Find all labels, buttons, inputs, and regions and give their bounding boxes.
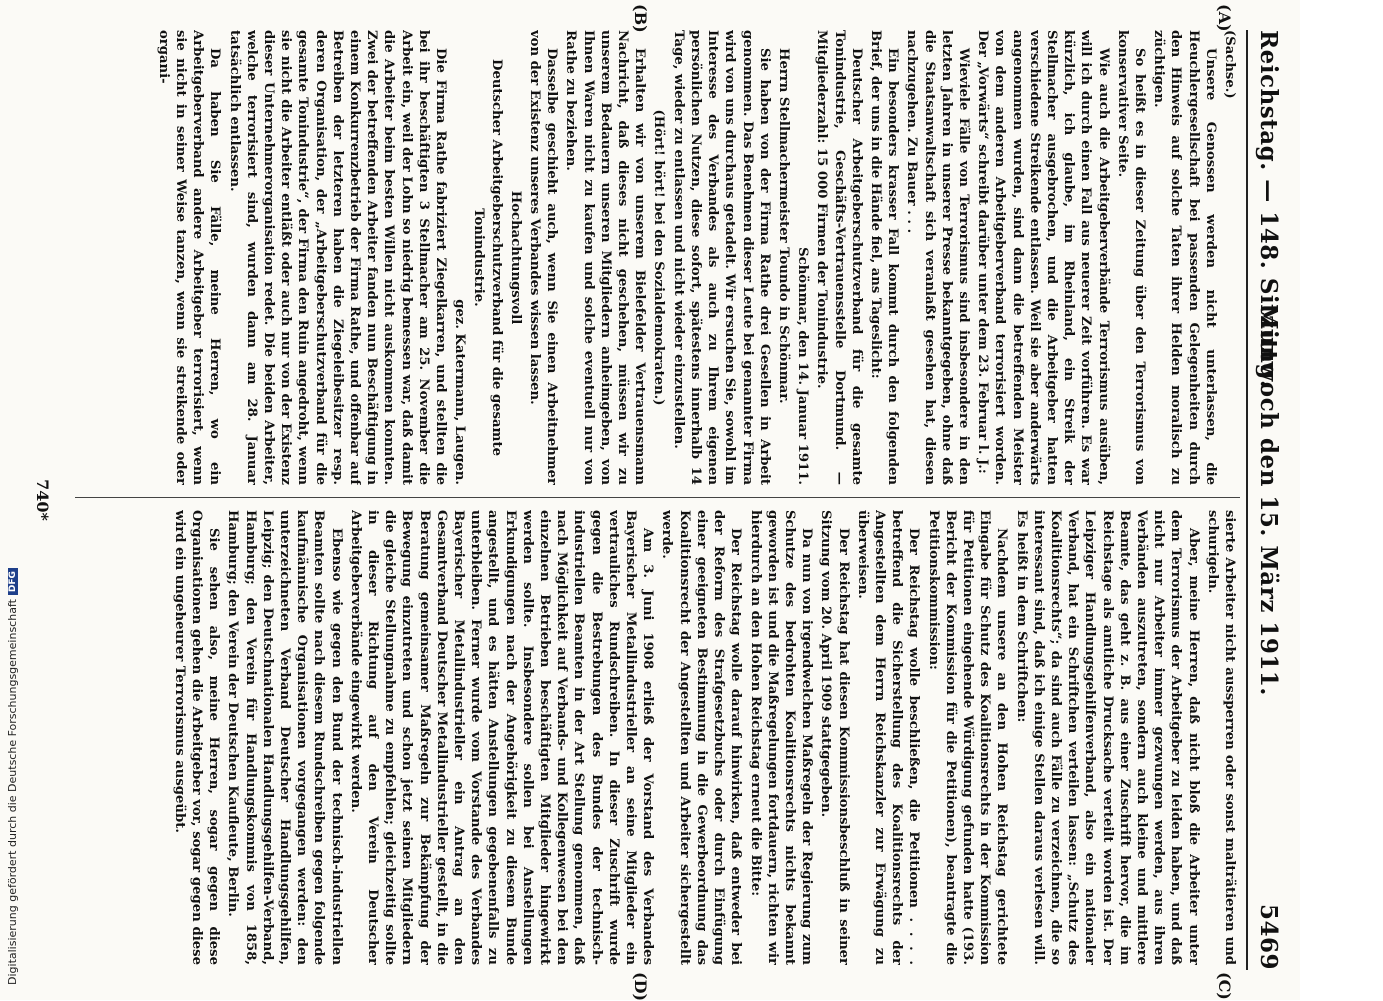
margin-mark-a: (A) bbox=[1215, 4, 1234, 32]
right-column bbox=[78, 510, 1238, 965]
letter-signature: gez. Katermann, Laugen. bbox=[452, 299, 468, 485]
dfg-logo: DFG bbox=[8, 568, 18, 595]
left-column bbox=[78, 30, 1238, 485]
quoted-resolution: Der Reichstag wolle beschließen, die Petitionen . . . . betreffend die Sicherstellung des Koalitionsrechts der Angestellten dem Herrn Reichskanzler zur Erwägung zu überweisen. bbox=[854, 510, 922, 965]
paragraph: Sie sehen also, meine Herren, sogar gegen diese Organisationen gehen die Arbeitgeber vor, sogar gegen diese wird ein ungeheurer Terrorismus ausgeübt. bbox=[171, 510, 222, 965]
speaker-tag: (Sachse.) bbox=[1222, 30, 1237, 99]
paragraph: Ein besonders krasser Fall kommt durch den folgenden Brief, der uns in die Hände fiel, ans Tageslicht: bbox=[867, 30, 901, 485]
paragraph: Aber, meine Herren, daß nicht bloß die Arbeiter unter dem Terrorismus der Arbeitgeber zu leiden haben, und daß nicht nur Arbeiter immer gezwungen werden, aus ihren Verbänden auszutreten, sondern auch kleine und mittlere Beamte, das geht z. B. aus einer Zuschrift hervor, die im Reichstage als amtliche Drucksache verteilt worden ist. Der Leipziger Handlungsgehilfenverband, also ein nationaler Verband, hat ein Schriftchen verteilen lassen: „Schutz des Koalitionsrechts“; da sind auch Fälle zu verzeichnen, die so interessant sind, daß ich einige Stellen daraus verlesen will. Es heißt in dem Schriftchen: bbox=[1013, 510, 1201, 965]
paragraph: Wie auch die Arbeitgeberverbände Terrorismus ausüben, will ich durch einen Fall aus neuerer Zeit vorführen. Es war kürzlich, ich glaube, im Rheinland, ein Streik der Stellmacher ausgebrochen, und die Arbeitgeber hatten verschiedene Streikende entlassen. Weil sie aber anderwärts angenommen wurden, sind dann die betreffenden Meister von dem anderen Arbeitgeberverband terrorisiert worden. Der „Vorwärts“ schreibt darüber unter dem 23. Februar l. J.: bbox=[975, 30, 1111, 485]
quoted-resolution: Der Reichstag wolle darauf hinwirken, daß entweder bei der Reform des Strafgesetzbuchs oder durch Einfügung einer geeigneten Bestimmung in die Gewerbeordnung das Koalitionsrecht der Angestellten und Arbeiter sichergestellt werde. bbox=[659, 510, 744, 965]
page-header bbox=[1246, 30, 1288, 970]
header-date: Mittwoch den 15. März 1911. bbox=[1255, 304, 1282, 696]
paragraph: Da nun von irgendwelchen Maßregeln der Regierung zum Schutze des bedrohten Koalitionsrechts nichts bekannt geworden ist und die Maßregelungen fortdauern, richten wir hierdurch an den Hohen Reichstag erneut die Bitte: bbox=[747, 510, 815, 965]
letter-date: Schönmar, den 14. Januar 1911. bbox=[795, 247, 811, 485]
header-left: Reichstag. — 148. Sitzung. bbox=[1255, 30, 1282, 389]
paragraph: sierte Arbeiter nicht aussperren oder sonst malträtieren und schurigeln. bbox=[1204, 510, 1237, 965]
sheet-signature: 740* bbox=[33, 479, 52, 521]
margin-mark-c: (C) bbox=[1215, 972, 1234, 1000]
paragraph: Der Reichstag hat diesen Kommissionsbeschluß in seiner Sitzung vom 20. April 1909 stattgegeben. bbox=[818, 510, 851, 965]
letter-body: Dasselbe geschieht auch, wenn Sie einen Arbeitnehmer von der Existenz unseres Verbandes wissen lassen. bbox=[527, 30, 560, 485]
interjection: (Hört! hört! bei den Sozialdemokraten.) bbox=[651, 109, 667, 406]
digitization-credit bbox=[6, 568, 19, 985]
paragraph: Am 3. Juni 1908 erließ der Vorstand des Verbandes Bayerischer Metallindustrieller an seine Mitglieder ein vertrauliches Rundschreiben. In dieser Zuschrift wurde gegen die Bestrebungen des Bundes der technisch-industriellen Beamten in der Art Stellung genommen, daß nach Möglichkeit auf Verbands- und Kollegenwesen bei den einzelnen Betrieben beschäftigten Mitglieder hingewirkt werden sollte. Insbesondere sollen bei Anstellungen Erkundigungen nach der Angehörigkeit zu diesem Bunde angestellt, und es hätten Anstellungen gegebenenfalls zu unterbleiben. Ferner wurde vom Vorstande des Verbandes Bayerischer Metallindustrieller ein Antrag an den Gesamtverband Deutscher Metallindustrieller gestellt, in die Beratung gemeinsamer Maßregeln zur Bekämpfung der Bewegung einzutreten und schon jetzt seinen Mitgliedern die gleiche Stellungnahme zu empfehlen; gleichzeitig sollte in dieser Richtung auf den Verein Deutscher Arbeitgeberverbände eingewirkt werden. bbox=[347, 510, 656, 965]
letter-body: Erhalten wir von unserem Bielefelder Vertrauensmann Nachricht, daß dieses nicht geschehen, müssen wir zu unserem Bedauern unseren Mitgliedern anheimgeben, von Ihnen Waren nicht zu kaufen und solche eventuell nur von Rathe zu beziehen. bbox=[563, 30, 648, 485]
paragraph: Nachdem unsere an den Hohen Reichstag gerichtete Eingabe für Schutz des Koalitionsrechts in der Kommission für Petitionen eingehende Würdigung gefunden hatte (193. Bericht der Kommission für die Petitionen), beantragte die Petitionskommission: bbox=[925, 510, 1010, 965]
paragraph: So heißt es in dieser Zeitung über den Terrorismus von konservativer Seite. bbox=[1114, 30, 1147, 485]
page-number: 5469 bbox=[1255, 903, 1282, 970]
paragraph: Die Firma Rathe fabriziert Ziegelkarren, und stellten die bei ihr beschäftigten 3 Stellmacher am 25. November die Arbeit ein, weil der Lohn so niedrig bemessen war, daß damit die Arbeiter beim besten Willen nicht auskommen konnten. Zwei der betreffenden Arbeiter fanden nun Beschäftigung in einem Konkurrenzbetrieb der Firma Rathe, und offenbar auf Betreiben der letzteren haben die Ziegeleibesitzer resp. deren Organisation, der „Arbeitgeberschutzverband für die gesamte Tonindustrie“, der Firma den Ruin angedroht, wenn sie nicht die Arbeiter entläßt oder auch nur von der Existenz dieser Unternehmerorganisation redet. Die beiden Arbeiter, welche terrorisiert sind, wurden dann am 28. Januar tatsächlich entlassen. bbox=[226, 30, 449, 485]
credit-text: Digitalisierung gefördert durch die Deutsche Forschungsgemeinschaft bbox=[6, 599, 19, 985]
margin-mark-b: (B) bbox=[631, 4, 650, 33]
paragraph: Wieviele Fälle von Terrorismus sind insbesondere in den letzten Jahren in unserer Presse bekanntgegeben, ohne daß die Staatsanwaltschaft sich veranlaßt gesehen hat, diesen nachzugehen. Zu Bauer . . . bbox=[904, 30, 971, 485]
paragraph: Ebenso wie gegen den Bund der technisch-industriellen Beamten sollte nach diesem Rundschreiben gegen folgende kaufmännische Organisationen vorgegangen werden: den unterzeichneten Verband Deutscher Handlungsgehilfen, Leipzig; den Deutschnationalen Handlungsgehilfen-Verband, Hamburg; den Verein für Handlungskommis von 1858, Hamburg; den Verein der Deutschen Kaufleute, Berlin. bbox=[225, 510, 344, 965]
letterhead: Deutscher Arbeitgeberschutzverband für die gesamte Tonindustrie, Geschäfts-Vertrauensstelle Dortmund. — Mitgliederzahl: 15 000 Firmen der Tonindustrie. bbox=[814, 30, 864, 485]
paragraph: Da haben Sie Fälle, meine Herren, wo ein Arbeitgeberverband andere Arbeitgeber terrorisiert, wenn sie nicht in seiner Weise tanzen, wenn sie streikende oder organi- bbox=[155, 30, 223, 485]
letter-closing: Hochachtungsvoll bbox=[507, 190, 523, 325]
letter-sender: Deutscher Arbeitgeberschutzverband für die gesamte Tonindustrie. bbox=[471, 59, 504, 456]
paragraph: Unsere Genossen werden nicht unterlassen, die Heuchlergesellschaft bei passenden Gelegenheiten durch den Hinweis auf solche Taten ihrer Helden moralisch zu züchtigen. bbox=[1151, 30, 1218, 485]
letter-addressee: Herrn Stellmachermeister Toundo in Schönmar. bbox=[775, 48, 791, 404]
letter-body: Sie haben von der Firma Rathe drei Gesellen in Arbeit genommen. Das Benehmen dieser Leute bei genannter Firma wird von uns durchaus getadelt. Wir ersuchen Sie, sowohl im Interesse des Verbandes als auch zu Ihrem eigenen persönlichen Nutzen, diese sofort, spätestens innerhalb 14 Tage, wieder zu entlassen und nicht wieder einzustellen. bbox=[670, 30, 772, 485]
column-divider bbox=[75, 497, 1240, 498]
margin-mark-d: (D) bbox=[631, 972, 650, 1001]
